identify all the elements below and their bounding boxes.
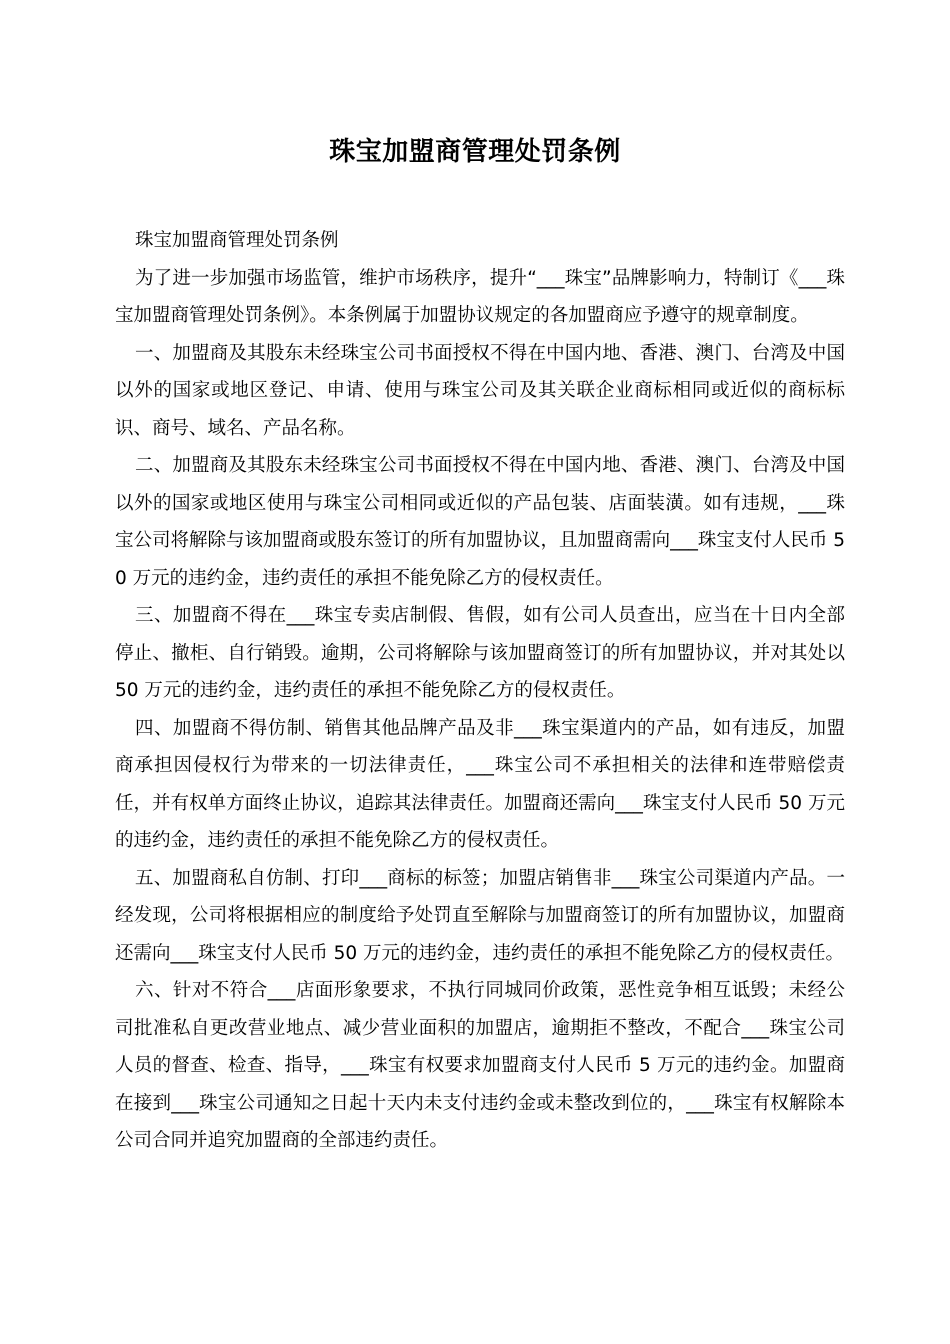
subtitle-paragraph: 珠宝加盟商管理处罚条例 xyxy=(135,230,339,251)
clause-5-paragraph: 五、加盟商私自仿制、打印___商标的标签；加盟店销售非___珠宝公司渠道内产品。一经发现，公司将根据相应的制度给予处罚直至解除与加盟商签订的所有加盟协议，加盟商还需向___珠宝支付人民币 50 万元的违约金，违约责任的承担不能免除乙方的侵权责任。 xyxy=(115,867,845,964)
document-body xyxy=(115,222,845,1160)
clause-3-paragraph: 三、加盟商不得在___珠宝专卖店制假、售假，如有公司人员查出，应当在十日内全部停止、撤柜、自行销毁。逾期，公司将解除与该加盟商签订的所有加盟协议，并对其处以 50 万元的违约金，违约责任的承担不能免除乙方的侵权责任。 xyxy=(115,605,845,701)
clause-4-paragraph: 四、加盟商不得仿制、销售其他品牌产品及非___珠宝渠道内的产品，如有违反，加盟商承担因侵权行为带来的一切法律责任，___珠宝公司不承担相关的法律和连带赔偿责任，并有权单方面终止协议，追踪其法律责任。加盟商还需向___珠宝支付人民币 50 万元的违约金，违约责任的承担不能免除乙方的侵权责任。 xyxy=(115,717,845,851)
document-title: 珠宝加盟商管理处罚条例 xyxy=(329,137,621,167)
clause-6-paragraph: 六、针对不符合___店面形象要求，不执行同城同价政策，恶性竞争相互诋毁；未经公司批准私自更改营业地点、减少营业面积的加盟店，逾期拒不整改，不配合___珠宝公司人员的督查、检查、指导，___珠宝有权要求加盟商支付人民币 5 万元的违约金。加盟商在接到___珠宝公司通知之日起十天内未支付违约金或未整改到位的，___珠宝有权解除本公司合同并追究加盟商的全部违约责任。 xyxy=(115,980,845,1151)
clause-2-paragraph: 二、加盟商及其股东未经珠宝公司书面授权不得在中国内地、香港、澳门、台湾及中国以外的国家或地区使用与珠宝公司相同或近似的产品包装、店面装潢。如有违规，___珠宝公司将解除与该加盟商或股东签订的所有加盟协议，且加盟商需向___珠宝支付人民币 50 万元的违约金，违约责任的承担不能免除乙方的侵权责任。 xyxy=(115,455,845,589)
clause-1-paragraph: 一、加盟商及其股东未经珠宝公司书面授权不得在中国内地、香港、澳门、台湾及中国以外的国家或地区登记、申请、使用与珠宝公司及其关联企业商标相同或近似的商标标识、商号、域名、产品名称。 xyxy=(115,342,845,439)
preamble-paragraph: 为了进一步加强市场监管，维护市场秩序，提升“___珠宝”品牌影响力，特制订《___珠宝加盟商管理处罚条例》。本条例属于加盟协议规定的各加盟商应予遵守的规章制度。 xyxy=(115,267,845,326)
